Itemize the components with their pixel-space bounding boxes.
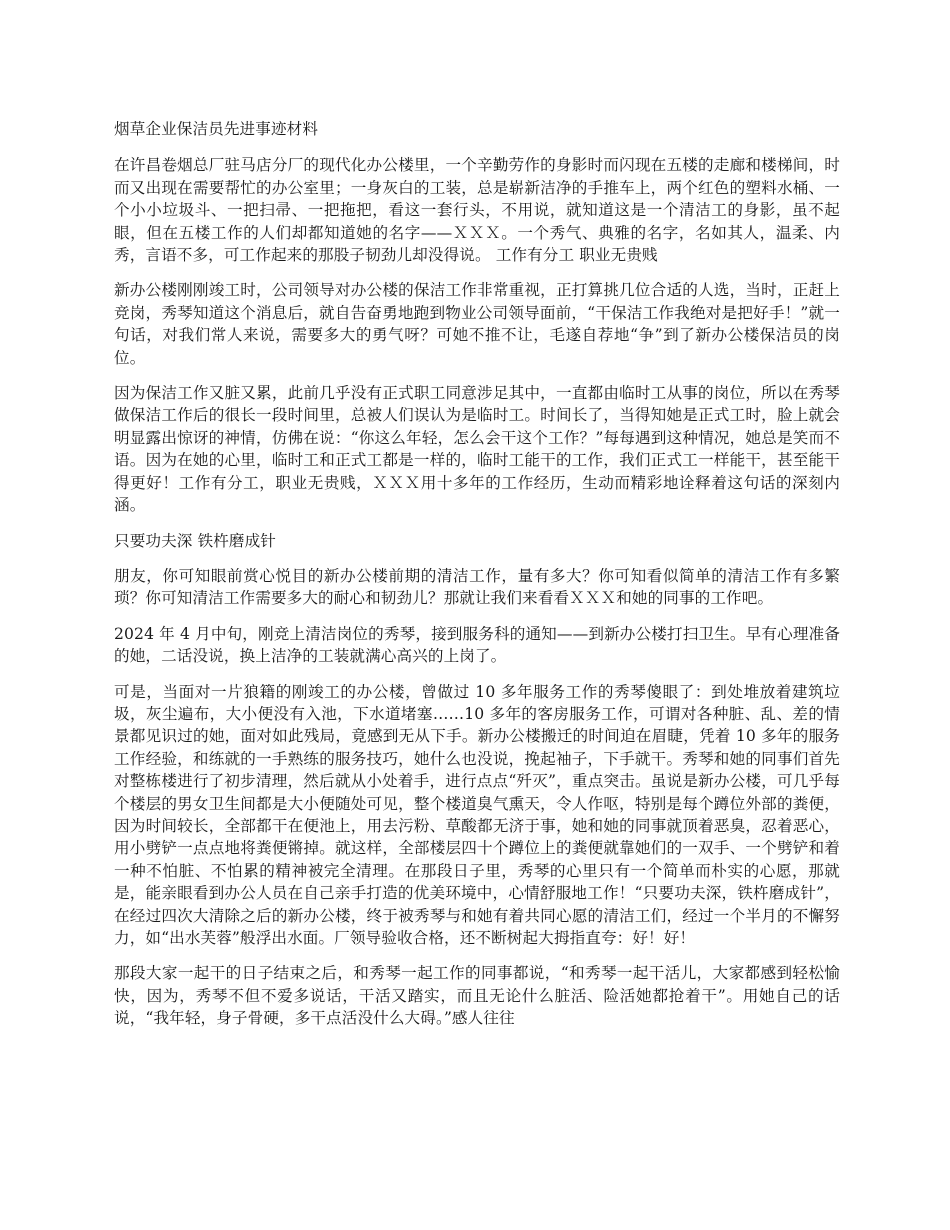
paragraph-regular-worker: 因为保洁工作又脏又累，此前几乎没有正式职工同意涉足其中，一直都由临时工从事的岗位，所以在秀琴做保洁工作后的很长一段时间里，总被人们误认为是临时工。时间长了，当得知她是正式工时，脸上就会明显露出惊讶的神情，仿佛在说：“你这么年轻，怎么会干这个工作？”每每遇到这种情况，她总是笑而不语。因为在她的心里，临时工和正式工都是一样的，临时工能干的工作，我们正式工一样能干，甚至能干得更好！工作有分工，职业无贵贱，ＸＸＸ用十多年的工作经历，生动而精彩地诠释着这句话的深刻内涵。 <box>114 384 840 515</box>
paragraph-friend-question: 朋友，你可知眼前赏心悦目的新办公楼前期的清洁工作，量有多大？你可知看似简单的清洁工作有多繁琐？你可知清洁工作需要多大的耐心和韧劲儿？那就让我们来看看ＸＸＸ和她的同事的工作吧。 <box>114 566 840 608</box>
document-title: 烟草企业保洁员先进事迹材料 <box>114 120 319 138</box>
document-page <box>114 118 840 1043</box>
paragraph-colleagues: 那段大家一起干的日子结束之后，和秀琴一起工作的同事都说，“和秀琴一起干活儿，大家都感到轻松愉快，因为，秀琴不但不爱多说话，干活又踏实，而且无论什么脏活、险活她都抢着干”。用她自己的话说，“我年轻，身子骨硬，多干点活没什么大碍。”感人往往 <box>114 964 840 1028</box>
paragraph-cleanup: 可是，当面对一片狼籍的刚竣工的办公楼，曾做过 10 多年服务工作的秀琴傻眼了：到处堆放着建筑垃圾，灰尘遍布，大小便没有入池，下水道堵塞……10 多年的客房服务工作，可谓对各种脏、乱、差的情景都见识过的她，面对如此残局，竟感到无从下手。新办公楼搬迁的时间迫在眉睫，凭着 10 多年的服务工作经验，和练就的一手熟练的服务技巧，她什么也没说，挽起袖子，下手就干。秀琴和她的同事们首先对整栋楼进行了初步清理，然后就从小处着手，进行点点“歼灭”，重点突击。虽说是新办公楼，可几乎每个楼层的男女卫生间都是大小便随处可见，整个楼道臭气熏天，令人作呕，特别是每个蹲位外部的粪便，因为时间较长，全部都干在便池上，用去污粉、草酸都无济于事，她和她的同事就顶着恶臭，忍着恶心，用小劈铲一点点地将粪便锵掉。就这样，全部楼层四十个蹲位上的粪便就靠她们的一双手、一个劈铲和着一种不怕脏、不怕累的精神被完全清理。在那段日子里，秀琴的心里只有一个简单而朴实的心愿，那就是，能亲眼看到办公人员在自己亲手打造的优美环境中，心情舒服地工作！“只要功夫深，铁杵磨成针”，在经过四次大清除之后的新办公楼，终于被秀琴与和她有着共同心愿的清洁工们，经过一个半月的不懈努力，如“出水芙蓉”般浮出水面。厂领导验收合格，还不断树起大拇指直夸：好！好！ <box>114 682 840 947</box>
paragraph-volunteer: 新办公楼刚刚竣工时，公司领导对办公楼的保洁工作非常重视，正打算挑几位合适的人选，当时，正赶上竞岗，秀琴知道这个消息后，就自告奋勇地跑到物业公司领导面前，“干保洁工作我绝对是把好手！”就一句话，对我们常人来说，需要多大的勇气呀？可她不推不让，毛遂自荐地“争”到了新办公楼保洁员的岗位。 <box>114 281 840 367</box>
section-heading-perseverance: 只要功夫深 铁杵磨成针 <box>114 531 276 550</box>
paragraph-intro: 在许昌卷烟总厂驻马店分厂的现代化办公楼里，一个辛勤劳作的身影时而闪现在五楼的走廊和楼梯间，时而又出现在需要帮忙的办公室里；一身灰白的工装，总是崭新洁净的手推车上，两个红色的塑料水桶、一个小小垃圾斗、一把扫帚、一把拖把，看这一套行头，不用说，就知道这是一个清洁工的身影，虽不起眼，但在五楼工作的人们却都知道她的名字——ＸＸＸ。一个秀气、典雅的名字，名如其人，温柔、内秀，言语不多，可工作起来的那股子韧劲儿却没得说。 工作有分工 职业无贵贱 <box>114 156 840 265</box>
paragraph-notice: 2024 年 4 月中旬，刚竞上清洁岗位的秀琴，接到服务科的通知——到新办公楼打扫卫生。早有心理准备的她，二话没说，换上洁净的工装就满心高兴的上岗了。 <box>114 624 840 666</box>
